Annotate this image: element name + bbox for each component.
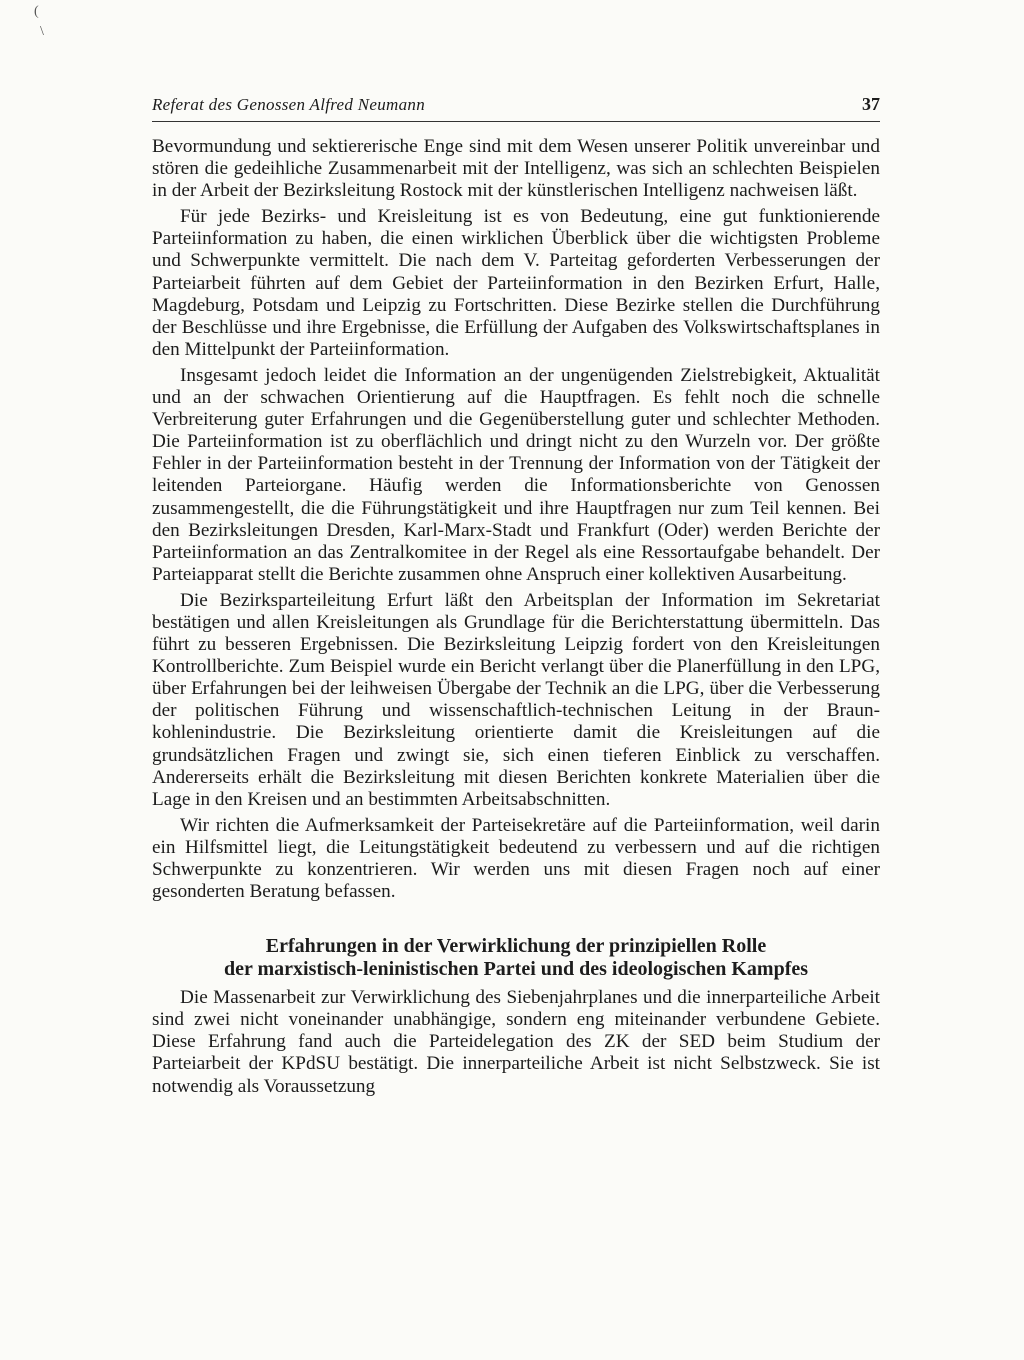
scan-mark: (: [34, 4, 39, 19]
running-title: Referat des Genossen Alfred Neumann: [152, 95, 426, 114]
section-heading-line: Erfahrungen in der Verwirklichung der prinzipiellen Rolle: [265, 935, 767, 958]
paragraph: Wir richten die Aufmerksamkeit der Parteisekretäre auf die Parteiinformation, weil darin ein Hilfsmittel liegt, die Leitungstätigkeit bedeutend zu verbessern und auf die richtigen Schwerpunkte zu konzentrieren. Wir werden uns mit diesen Fragen noch auf einer gesonderten Beratung befassen.: [152, 814, 880, 903]
paragraph: Bevormundung und sektiererische Enge sind mit dem Wesen unserer Politik unvereinbar und stören die gedeihliche Zusammenarbeit mit der Intelligenz, was sich an schlechten Beispielen in der Arbeit der Bezirksleitung Rostock mit der künstlerischen Intelligenz nachweisen läßt.: [152, 136, 880, 202]
paragraph: Insgesamt jedoch leidet die Information an der ungenügenden Zielstrebigkeit, Aktualität und an der schwachen Orientierung auf die Hauptfragen. Es fehlt noch die schnelle Verbreiterung guter Erfahrungen und die Gegenüberstellung guter und schlechter Methoden. Die Parteiinformation ist zu oberflächlich und dringt nicht zu den Wurzeln vor. Der größte Fehler in der Parteiinformation besteht in der Trennung der Information von der Tätigkeit der leitenden Parteiorgane. Häufig werden die Informationsberichte von Genossen zusammengestellt, die die Führungstätigkeit und ihre Hauptfragen nur zum Teil kennen. Bei den Bezirksleitungen Dresden, Karl-Marx-Stadt und Frankfurt (Oder) werden Berichte der Parteiinformation an das Zentralkomitee in der Regel als eine Ressortaufgabe behandelt. Der Parteiapparat stellt die Berichte zusammen ohne Anspruch einer kollektiven Ausarbeitung.: [152, 364, 880, 585]
page-number: 37: [862, 94, 880, 114]
scan-mark: \: [40, 24, 44, 39]
section-heading: [152, 935, 880, 981]
document-page: [152, 94, 880, 1098]
paragraph: Die Massenarbeit zur Verwirklichung des Siebenjahrplanes und die innerparteiliche Arbeit sind zwei nicht voneinander unabhängige, sondern eng miteinander verbundene Gebiete. Diese Erfahrung fand auch die Parteidelegation des ZK der SED beim Studium der Parteiarbeit der KPdSU bestätigt. Die innerparteiliche Arbeit ist nicht Selbstzweck. Sie ist notwendig als Voraussetzung: [152, 987, 880, 1097]
paragraph: Für jede Bezirks- und Kreisleitung ist es von Bedeutung, eine gut funktionierende Parteiinformation zu haben, die einen wirklichen Überblick über die wichtigsten Probleme und Schwerpunkte vermittelt. Die nach dem V. Parteitag geforderten Verbesserungen der Parteiarbeit führten auf dem Gebiet der Parteiinformation in den Bezirken Erfurt, Halle, Magdeburg, Potsdam und Leipzig zu Fortschritten. Diese Bezirke stellen die Durchführung der Beschlüsse und ihre Ergebnisse, die Erfüllung der Aufgaben des Volkswirtschaftsplanes in den Mittelpunkt der Parteiinformation.: [152, 206, 880, 360]
running-header: [152, 94, 880, 122]
paragraph: Die Bezirksparteileitung Erfurt läßt den Arbeitsplan der Information im Sekretariat bestätigen und allen Kreisleitungen als Grundlage für die Berichterstattung übermitteln. Das führt zu besseren Ergebnissen. Die Bezirksleitung Leipzig fordert von den Kreisleitungen Kontrollberichte. Zum Beispiel wurde ein Bericht verlangt über die Planerfüllung in den LPG, über Erfahrungen bei der leihweisen Übergabe der Technik an die LPG, über die Verbesserung der politischen Führung und wissenschaftlich-technischen Leitung in der Braunkohlenindustrie. Die Bezirksleitung orientierte damit die Kreisleitungen auf die grundsätzlichen Fragen und zwingt sie, sich einen tieferen Einblick zu verschaffen. Andererseits erhält die Bezirksleitung mit diesen Berichten konkrete Materialien über die Lage in den Kreisen und an bestimmten Arbeitsabschnitten.: [152, 589, 880, 810]
body-text: [152, 136, 880, 1098]
section-heading-line: der marxistisch-leninistischen Partei und des ideologischen Kampfes: [223, 958, 809, 981]
